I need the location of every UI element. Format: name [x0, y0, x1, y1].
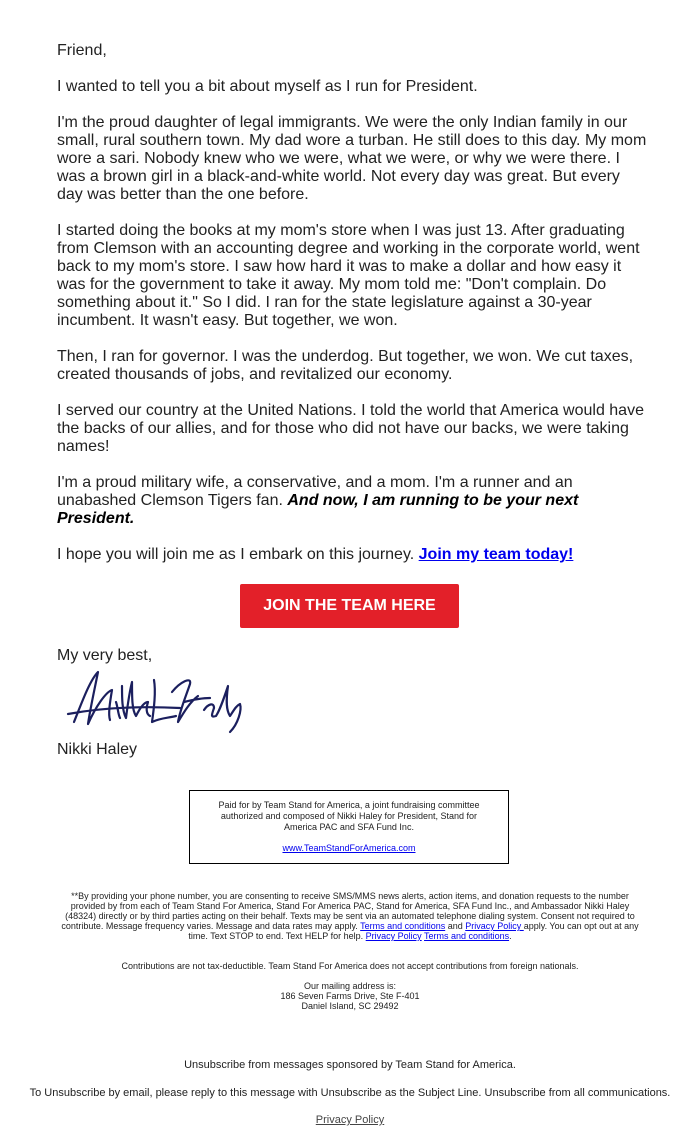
terms-link-1[interactable]: Terms and conditions: [360, 921, 446, 931]
sms-consent-text: **By providing your phone number, you are consenting to receive SMS/MMS news alerts, action items, and donation requests to the number provided by from each of Team Stand For America, Stand For America PAC, Stand for America, SFA Fund Inc., and Ambassador Nikki Haley (48324) directly or by third parties acting on their behalf. Texts may be sent via an automated telephone dialing system. Consent not required to contribute. Message frequency varies. Message and data rates may apply.: [61, 891, 635, 931]
paragraph-career: I started doing the books at my mom's store when I was just 13. After graduating from Clemson with an accounting degree and working in the corporate world, went back to my mom's store. I saw how hard it was to make a dollar and how easy it was for the government to take it away. My mom told me: "Don't complain. Do something about it." So I did. I ran for the state legislature against a 30-year incumbent. It wasn't easy. But together, we won.: [57, 222, 640, 329]
privacy-link-2[interactable]: Privacy Policy: [365, 931, 422, 941]
fine-end: .: [509, 931, 512, 941]
mailing-heading: Our mailing address is:: [303, 981, 397, 991]
paragraph-un: I served our country at the United Nations. I told the world that America would have the backs of our allies, and for those who did not have our backs, we were taking names!: [57, 402, 644, 455]
unsubscribe-email-instructions[interactable]: To Unsubscribe by email, please reply to this message with Unsubscribe as the Subject Line. Unsubscribe from all communications.: [29, 1087, 671, 1099]
paragraph-intro: I wanted to tell you a bit about myself as I run for President.: [57, 78, 478, 95]
privacy-policy-link[interactable]: Privacy Policy: [315, 1114, 385, 1126]
cta-container: [240, 584, 459, 628]
paid-for-text: Paid for by Team Stand for America, a joint fundraising committee authorized and composed of Nikki Haley for President, Stand for America PAC and SFA Fund Inc.: [218, 800, 480, 832]
salutation: Friend,: [57, 42, 107, 59]
unsubscribe-sponsored-link[interactable]: Unsubscribe from messages sponsored by Team Stand for America.: [184, 1059, 516, 1071]
privacy-link-1[interactable]: Privacy Policy: [465, 921, 524, 931]
mailing-line-1: 186 Seven Farms Drive, Ste F-401: [280, 991, 420, 1001]
terms-link-2[interactable]: Terms and conditions: [424, 931, 510, 941]
join-the-team-button[interactable]: JOIN THE TEAM HERE: [240, 584, 459, 628]
signer-name: Nikki Haley: [57, 741, 138, 758]
mailing-line-2: Daniel Island, SC 29492: [301, 1001, 399, 1011]
announcement-bold: And now, I am running to be your next President.: [57, 492, 579, 527]
campaign-website-link[interactable]: www.TeamStandForAmerica.com: [282, 843, 416, 853]
join-text: I hope you will join me as I embark on this journey.: [57, 546, 419, 563]
signoff: My very best,: [57, 647, 153, 664]
paragraph-join: [57, 546, 647, 564]
fine-and: and: [445, 921, 466, 931]
announcement-text: I'm a proud military wife, a conservative, and a mom. I'm a runner and an unabashed Clemson Tigers fan.: [57, 474, 573, 509]
contributions-notice: Contributions are not tax-deductible. Team Stand For America does not accept contributions from foreign nationals.: [121, 961, 579, 971]
footer-privacy: [0, 1114, 700, 1126]
join-team-link[interactable]: Join my team today!: [418, 546, 574, 563]
paragraph-family: I'm the proud daughter of legal immigrants. We were the only Indian family in our small, rural southern town. My dad wore a turban. He still does to this day. My mom wore a sari. Nobody knew who we were, what we were, or why we were there. I was a brown girl in a black-and-white world. Not every day was great. But every day was better than the one before.: [57, 114, 647, 203]
mailing-address: [0, 981, 700, 1011]
letter-body: [57, 42, 647, 582]
paragraph-announcement: [57, 474, 647, 528]
paid-for-disclaimer-box: [189, 790, 509, 864]
signature-image: [60, 662, 260, 740]
paragraph-governor: Then, I ran for governor. I was the underdog. But together, we won. We cut taxes, created thousands of jobs, and revitalized our economy.: [57, 348, 634, 383]
sms-optout-text: apply. You can opt out at any time. Text STOP to end. Text HELP for help.: [188, 921, 639, 941]
sms-fine-print: [56, 891, 644, 941]
